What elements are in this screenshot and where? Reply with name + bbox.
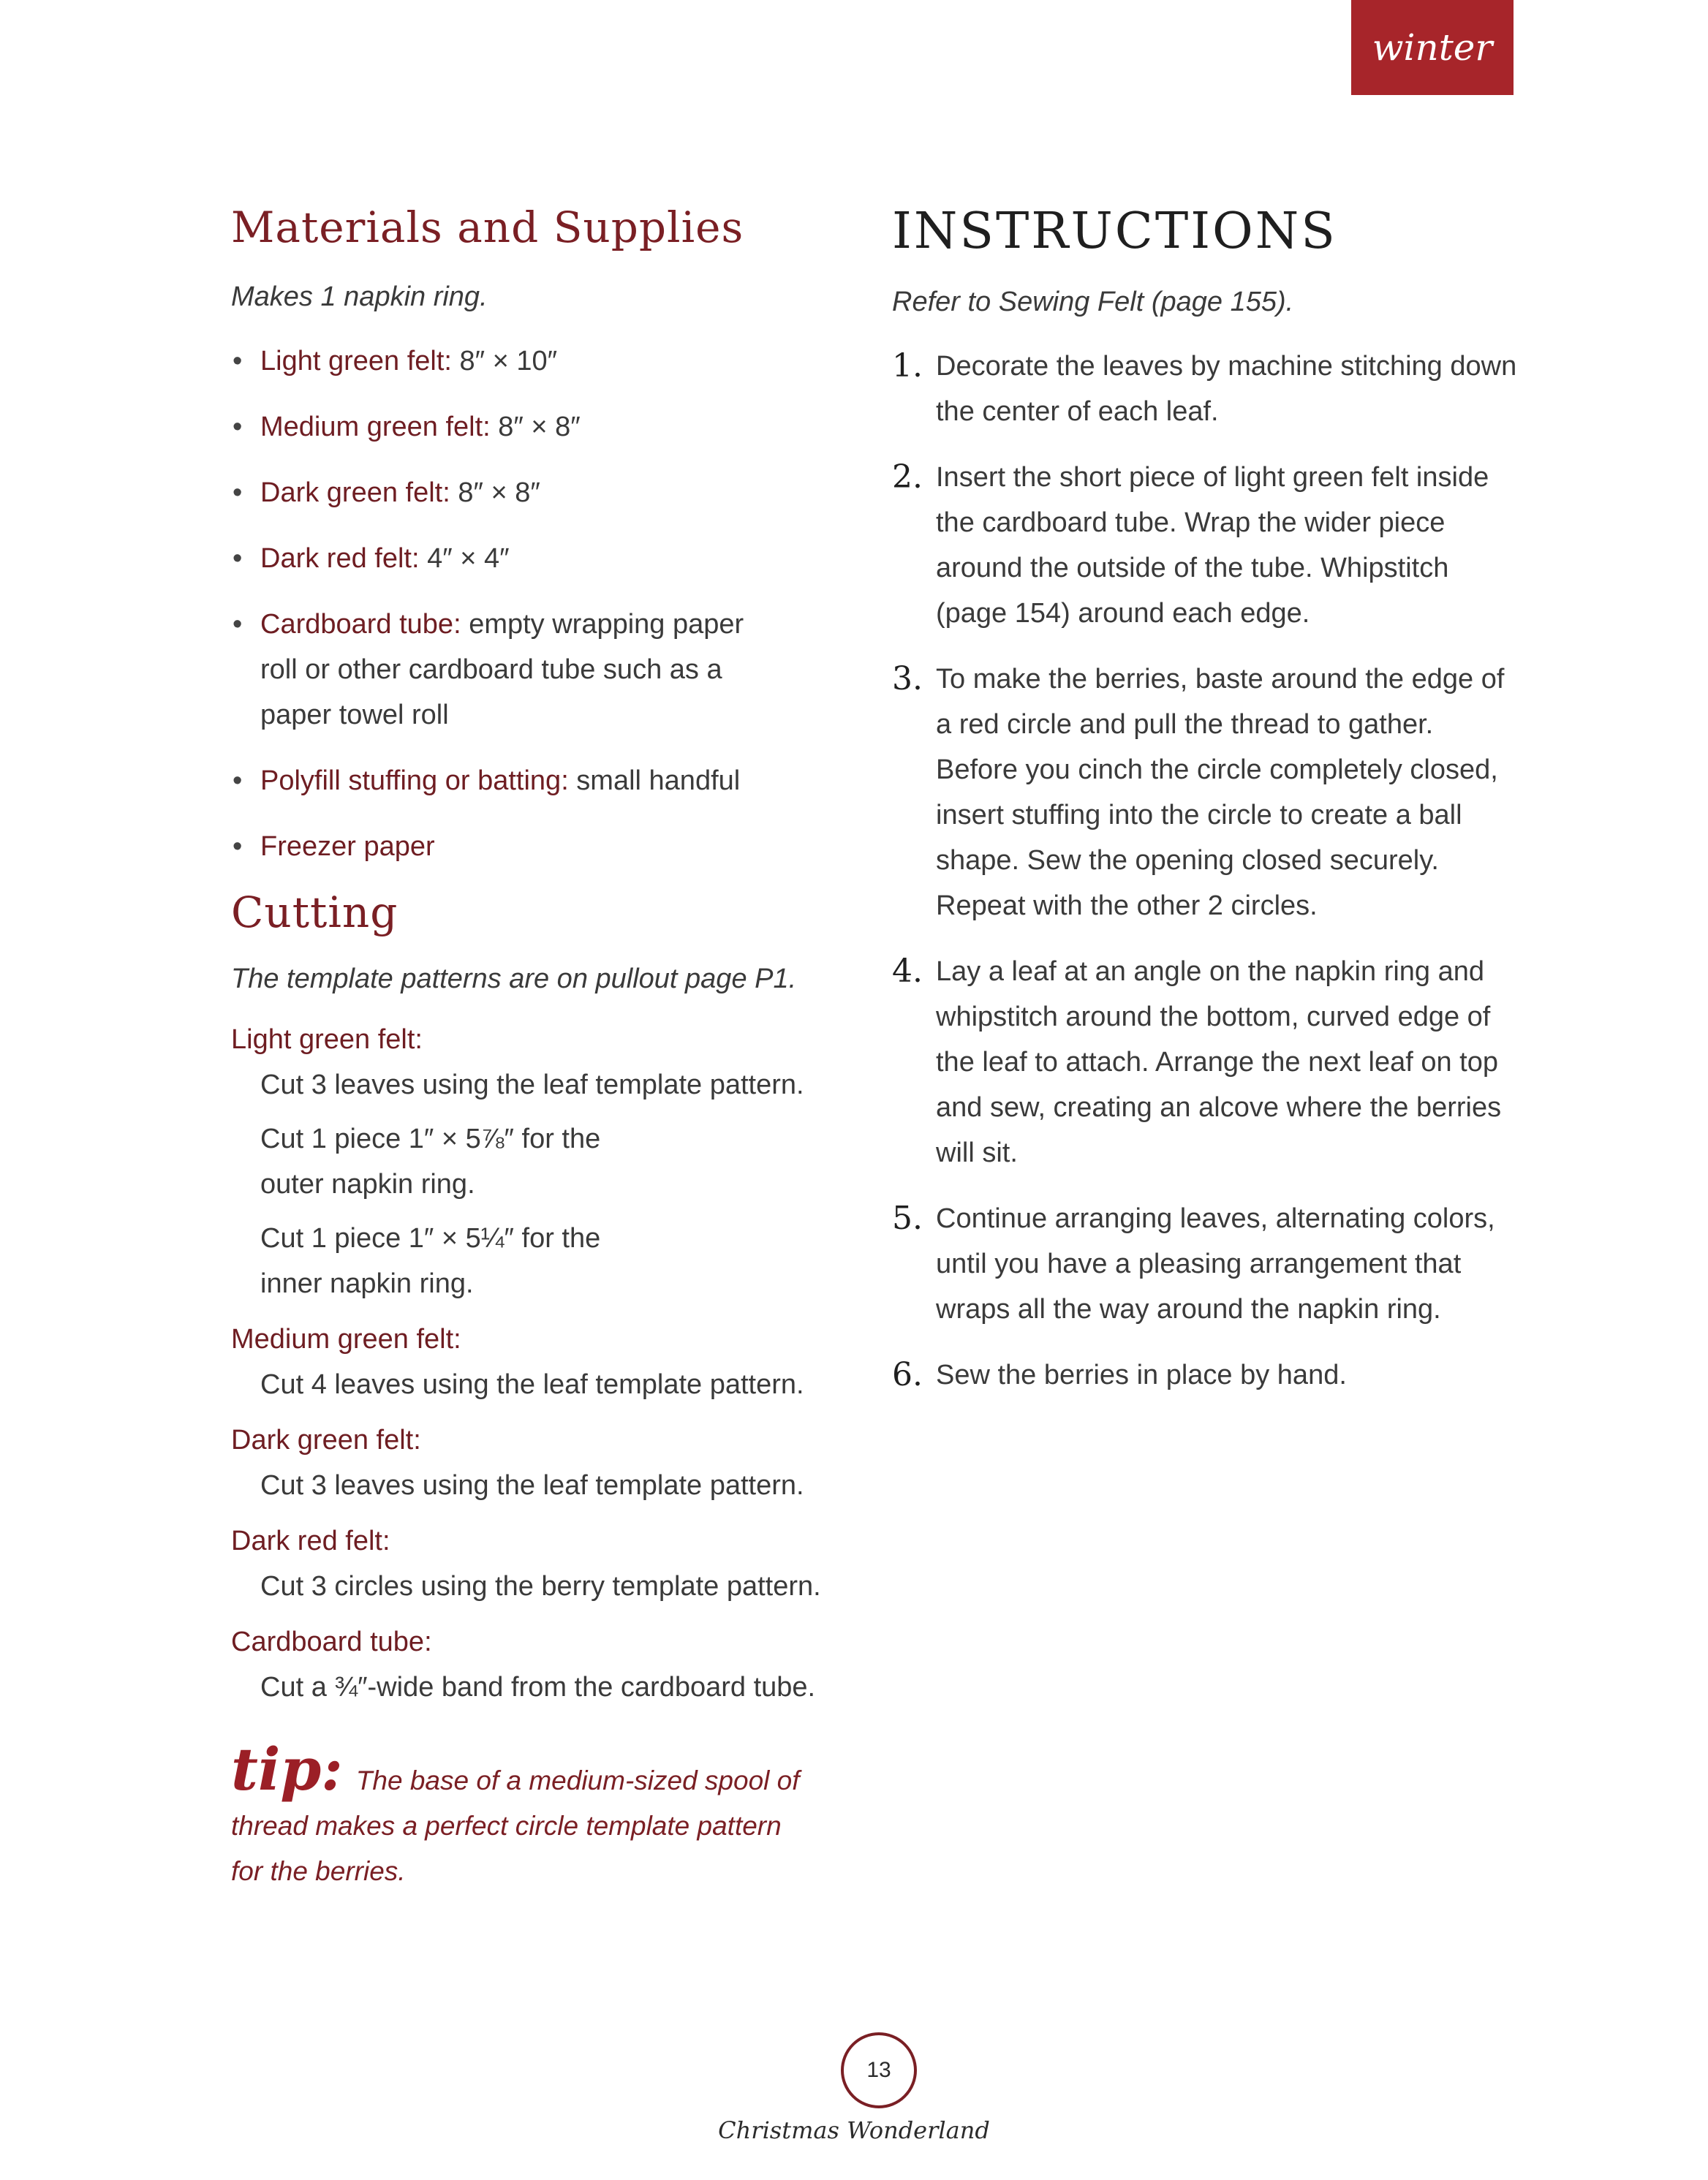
- left-column: [231, 205, 860, 1894]
- list-item: • Dark red felt: 4″ × 4″: [231, 536, 860, 581]
- step-item: 2. Insert the short piece of light green felt inside the cardboard tube. Wrap the wider piece around the outside of the tube. Whipstitch (page 154) around each edge.: [892, 458, 1489, 629]
- cutting-heading: Cutting: [231, 887, 398, 938]
- instructions-heading: INSTRUCTIONS: [892, 203, 1337, 260]
- step-item: 1. Decorate the leaves by machine stitching down the center of each leaf.: [892, 347, 1517, 428]
- list-item: • Medium green felt: 8″ × 8″: [231, 404, 860, 450]
- book-title: Christmas Wonderland: [718, 2116, 990, 2144]
- list-item: • Cardboard tube: empty wrapping paper roll or other cardboard tube such as a paper towel roll: [231, 602, 860, 738]
- tip-text: The base of a medium-sized spool of thread makes a perfect circle template pattern for the berries.: [231, 1765, 800, 1886]
- step-item: 4. Lay a leaf at an angle on the napkin ring and whipstitch around the bottom, curved edge of the leaf to attach. Arrange the next leaf on top and sew, creating an alcove where the berries will sit.: [892, 953, 1502, 1169]
- cut-line: Cut 3 circles using the berry template pattern.: [260, 1570, 821, 1602]
- step-item: 5. Continue arranging leaves, alternating colors, until you have a pleasing arrangement that wraps all the way around the napkin ring.: [892, 1200, 1495, 1325]
- list-item: • Light green felt: 8″ × 10″: [231, 338, 860, 384]
- materials-note: Makes 1 napkin ring.: [231, 281, 488, 312]
- section-tab: [1351, 0, 1514, 95]
- cutting-note: The template patterns are on pullout page P1.: [231, 964, 797, 995]
- cut-group-dark-red: [231, 1518, 860, 1609]
- cut-group-cardboard-tube: [231, 1619, 860, 1710]
- cut-line: Cut 1 piece 1″ × 5¼″ for the inner napkin ring.: [260, 1222, 601, 1299]
- cut-group-heading: Dark red felt:: [231, 1525, 390, 1556]
- cut-group-medium-green: [231, 1317, 860, 1407]
- list-item: • Polyfill stuffing or batting: small handful: [231, 758, 860, 803]
- cut-group-dark-green: [231, 1418, 860, 1508]
- steps-list: [892, 344, 1521, 1398]
- instructions-note: Refer to Sewing Felt (page 155).: [892, 286, 1294, 317]
- cut-group-heading: Medium green felt:: [231, 1323, 461, 1355]
- cut-group-light-green: [231, 1017, 860, 1306]
- list-item: • Freezer paper: [231, 824, 860, 869]
- page-number-badge: [841, 2032, 917, 2108]
- materials-heading: Materials and Supplies: [231, 203, 744, 252]
- tip-label: tip:: [231, 1734, 343, 1804]
- step-item: 3. To make the berries, baste around the edge of a red circle and pull the thread to gather. Before you cinch the circle completely closed, insert stuffing into the circle to create a ball shape. Sew the opening closed securely. Repeat with the other 2 circles.: [892, 660, 1505, 922]
- cut-line: Cut 4 leaves using the leaf template pattern.: [260, 1369, 804, 1400]
- page-number: 13: [866, 2058, 891, 2082]
- section-tab-label: winter: [1372, 26, 1493, 69]
- tip-callout: [231, 1734, 860, 1894]
- list-item: • Dark green felt: 8″ × 8″: [231, 470, 860, 515]
- cut-line: Cut a ¾″-wide band from the cardboard tube.: [260, 1671, 816, 1703]
- cut-line: Cut 3 leaves using the leaf template pattern.: [260, 1069, 804, 1100]
- cut-group-heading: Light green felt:: [231, 1023, 423, 1055]
- supplies-list: [231, 338, 860, 869]
- step-item: 6. Sew the berries in place by hand.: [892, 1356, 1347, 1394]
- cut-line: Cut 3 leaves using the leaf template pattern.: [260, 1469, 804, 1501]
- cut-line: Cut 1 piece 1″ × 5⅞″ for the outer napkin ring.: [260, 1123, 601, 1200]
- cut-group-heading: Cardboard tube:: [231, 1626, 432, 1657]
- cut-group-heading: Dark green felt:: [231, 1424, 421, 1456]
- right-column: [892, 205, 1521, 1418]
